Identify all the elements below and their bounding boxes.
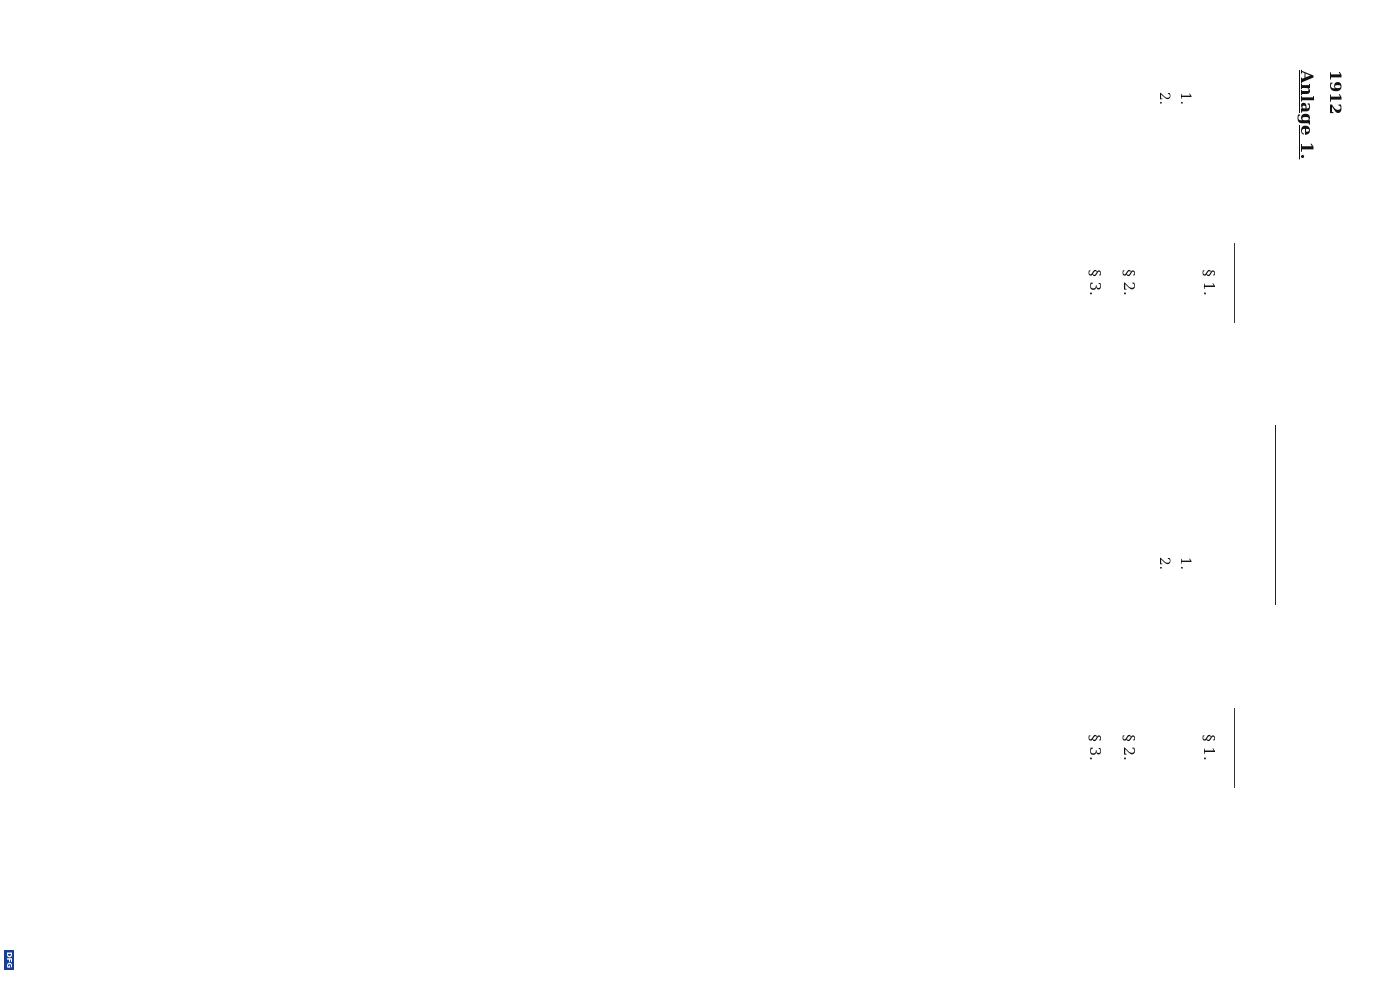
right-column [1080,535,1245,960]
left-section-2-title: § 2. [1119,269,1138,296]
right-section-1-title: § 1. [1200,734,1218,761]
two-column-body [1080,70,1245,960]
header-center [1326,139,1345,936]
header-year: 1912 [1326,70,1345,115]
title-divider [1275,425,1276,605]
left-column [1080,70,1245,495]
right-section-2-title: § 2. [1119,734,1138,761]
left-section-3-title: § 3. [1085,269,1104,296]
dfg-logo-icon: DFG [5,951,13,969]
right-item-2-number: 2. [1155,557,1172,570]
left-item-2-number: 2. [1155,92,1172,105]
digitization-credit [4,0,14,1000]
left-section-1-item-2 [1154,92,1173,495]
right-section-1-item-2 [1154,557,1173,960]
left-heading-rule [1234,243,1235,323]
right-item-1-number: 1. [1177,557,1193,570]
right-section-1-item-1 [1175,557,1194,960]
anlage-label: Anlage 1. [1296,70,1316,160]
running-header [1326,70,1345,960]
left-item-1-number: 1. [1177,92,1193,105]
right-heading-rule [1234,708,1235,788]
left-section-1-title: § 1. [1200,269,1218,296]
right-section-3-title: § 3. [1085,734,1104,761]
left-section-1-item-1 [1175,92,1194,495]
